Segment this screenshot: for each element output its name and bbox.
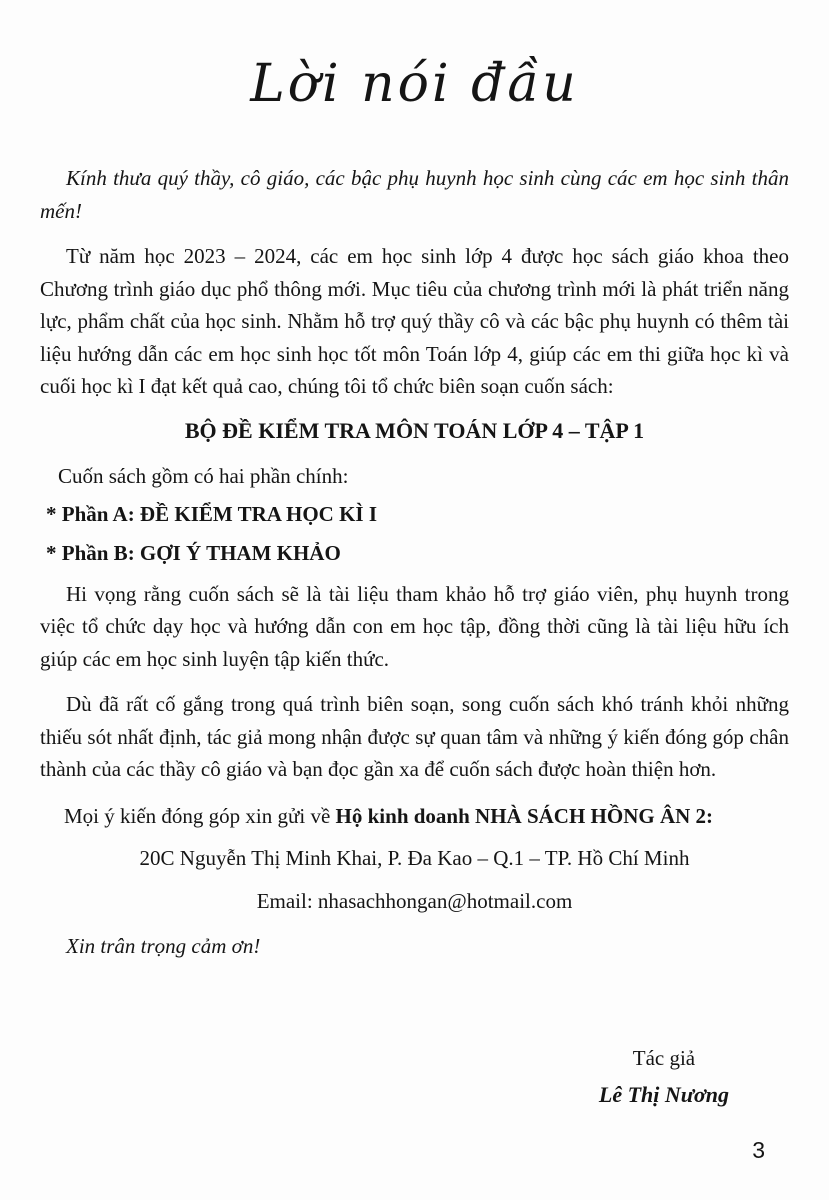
page-title: Lời nói đầu <box>250 54 579 114</box>
part-a-line: * Phần A: ĐỀ KIỂM TRA HỌC KÌ I <box>46 501 378 526</box>
address-line: 20C Nguyễn Thị Minh Khai, P. Đa Kao – Q.1 – TP. Hồ Chí Minh <box>139 845 690 870</box>
part-b-line: * Phần B: GỢI Ý THAM KHẢO <box>46 540 341 565</box>
greeting-paragraph: Kính thưa quý thầy, cô giáo, các bậc phụ huynh học sinh cùng các em học sinh thân mến! <box>40 166 789 223</box>
hope-paragraph: Hi vọng rằng cuốn sách sẽ là tài liệu tham khảo hỗ trợ giáo viên, phụ huynh trong việc tổ chức dạy học và hướng dẫn con em học tập, đồng thời cũng là tài liệu hữu ích giúp các em học sinh luyện tập kiến thức. <box>40 581 789 671</box>
author-label: Tác giả <box>632 1045 696 1070</box>
contact-prefix: Mọi ý kiến đóng góp xin gửi về <box>64 803 336 828</box>
contact-line <box>40 802 789 830</box>
author-inner <box>599 1046 729 1108</box>
apology-paragraph: Dù đã rất cố gắng trong quá trình biên soạn, song cuốn sách khó tránh khỏi những thiếu sót nhất định, tác giả mong nhận được sự quan tâm và những ý kiến đóng góp chân thành của các thầy cô giáo và bạn đọc gần xa để cuốn sách được hoàn thiện hơn. <box>40 692 789 781</box>
author-name: Lê Thị Nương <box>598 1081 729 1107</box>
author-block <box>40 1046 789 1108</box>
thanks-line: Xin trân trọng cảm ơn! <box>66 933 261 958</box>
book-title: BỘ ĐỀ KIỂM TRA MÔN TOÁN LỚP 4 – TẬP 1 <box>184 417 645 443</box>
parts-intro: Cuốn sách gồm có hai phần chính: <box>58 463 349 488</box>
email-line: Email: nhasachhongan@hotmail.com <box>256 888 573 913</box>
intro-paragraph: Từ năm học 2023 – 2024, các em học sinh lớp 4 được học sách giáo khoa theo Chương trình giáo dục phổ thông mới. Mục tiêu của chương trình mới là phát triển năng lực, phẩm chất của học sinh. Nhằm hỗ trợ quý thầy cô và các bậc phụ huynh có thêm tài liệu hướng dẫn các em học sinh học tốt môn Toán lớp 4, giúp các em thi giữa học kì và cuối học kì I đạt kết quả cao, chúng tôi tổ chức biên soạn cuốn sách: <box>40 244 789 398</box>
contact-business-name: Hộ kinh doanh NHÀ SÁCH HỒNG ÂN 2: <box>335 803 714 828</box>
page-number: 3 <box>752 1137 765 1163</box>
